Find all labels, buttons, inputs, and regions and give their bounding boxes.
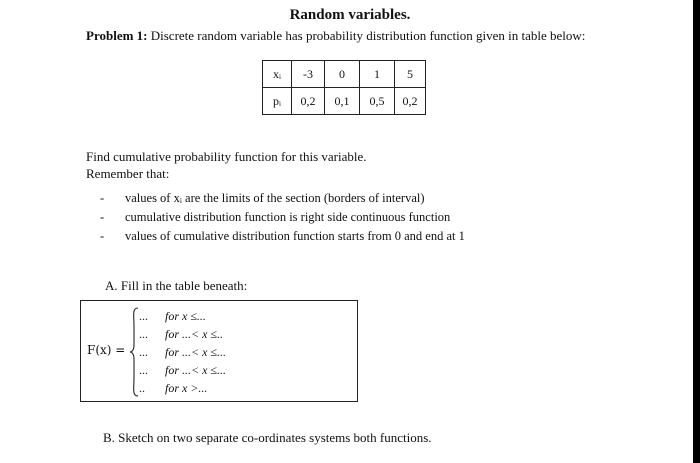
problem-label: Problem 1:	[86, 28, 148, 43]
condition-text: for x ≤...	[165, 309, 206, 323]
p-cell: 0,2	[395, 88, 426, 115]
value-blank: ...	[139, 327, 148, 341]
bullet-text: values of xᵢ are the limits of the section (borders of interval)	[125, 191, 425, 205]
function-cases	[139, 307, 226, 397]
p-cell: 0,5	[360, 88, 395, 115]
x-header: xᵢ	[263, 61, 292, 88]
bullet-dash: -	[100, 210, 105, 224]
table-row-x	[263, 61, 426, 88]
x-cell: 5	[395, 61, 426, 88]
right-edge-bar	[693, 0, 700, 463]
problem-text: Discrete random variable has probability distribution function given in table below:	[150, 28, 586, 43]
list-item	[100, 208, 465, 227]
bullet-text: cumulative distribution function is right side continuous function	[125, 210, 451, 224]
bullet-dash: -	[100, 191, 105, 205]
cumulative-function-box	[80, 300, 358, 402]
find-instruction: Find cumulative probability function for this variable.	[86, 149, 367, 164]
page-title: Random variables.	[289, 7, 411, 23]
condition-text: for ...< x ≤..	[165, 327, 224, 341]
part-b-heading: B. Sketch on two separate co-ordinates systems both functions.	[103, 430, 432, 445]
x-cell: 1	[360, 61, 395, 88]
bullet-dash: -	[100, 229, 105, 243]
case-row	[139, 343, 226, 361]
p-header: pᵢ	[263, 88, 292, 115]
p-cell: 0,1	[325, 88, 360, 115]
bullet-text: values of cumulative distribution function starts from 0 and end at 1	[125, 229, 465, 243]
case-row	[139, 325, 226, 343]
list-item	[100, 189, 465, 208]
condition-text: for ...< x ≤...	[165, 345, 227, 359]
value-blank: ...	[139, 345, 148, 359]
x-cell: 0	[325, 61, 360, 88]
case-row	[139, 307, 226, 325]
p-cell: 0,2	[292, 88, 325, 115]
probability-table	[262, 60, 426, 115]
case-row	[139, 361, 226, 379]
value-blank: ...	[139, 363, 148, 377]
left-brace-icon	[129, 307, 139, 397]
case-row	[139, 379, 226, 397]
value-blank: ...	[139, 309, 148, 323]
function-lhs: F(x) =	[87, 343, 126, 357]
value-blank: ..	[139, 381, 145, 395]
remember-heading: Remember that:	[86, 166, 170, 181]
list-item	[100, 227, 465, 246]
part-a-heading: A. Fill in the table beneath:	[105, 278, 248, 293]
condition-text: for x >...	[165, 381, 208, 395]
condition-text: for ...< x ≤...	[165, 363, 227, 377]
table-row-p	[263, 88, 426, 115]
x-cell: -3	[292, 61, 325, 88]
problem-statement	[86, 28, 585, 44]
rules-list	[100, 189, 465, 246]
